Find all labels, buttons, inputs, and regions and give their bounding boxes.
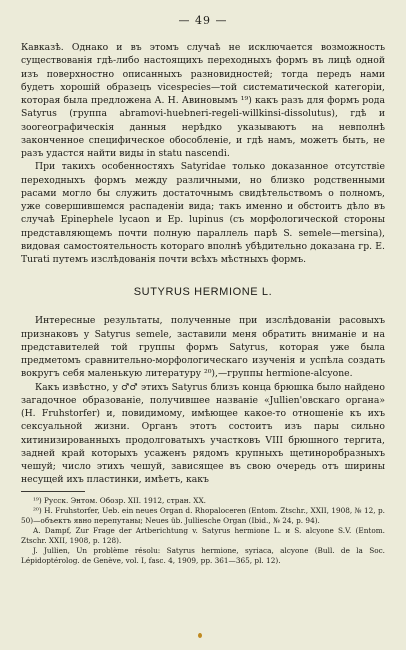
footnote: A. Dampf, Zur Frage der Artberichtung v. Satyrus hermione L. и S. alcyone S.V. (Entom. Ztschr. XXII, 1908, p. 128). — [21, 525, 385, 545]
paragraph: Какъ извѣстно, у ♂♂ этихъ Satyrus близъ конца брюшка было найдено загадочное образованіе, получившее названіе «Jullien'овскаго органа» (H. Fruhstorfer) и, повидимому, имѣющее какое-то отношеніе къ ихъ сексуальной жизни. Органъ этотъ состоитъ изъ пары сильно хитинизированныхъ продолговатыхъ участковъ VIII брюшного тергита, задней край которыхъ усаженъ рядомъ крупныхъ щетиноробразныхъ чешуй; число этихъ чешуй, зависящее въ свою очередь отъ ширины несущей ихъ пластинки, имѣетъ, какъ — [21, 381, 385, 486]
footnote: ¹⁹) Русск. Энтом. Обозр. XII. 1912, стран. XX. — [33, 495, 207, 505]
page-number: — 49 — — [178, 14, 228, 27]
footnote-divider — [21, 491, 85, 492]
paper-spot — [198, 633, 202, 638]
footnote: J. Jullien, Un problème résolu: Satyrus hermione, syriaca, alcyone (Bull. de la Soc. Lépidoptérolog. de Genève, vol. I, fasc. 4, 1909, pp. 361—365, pl. 12). — [21, 545, 385, 566]
section-text — [21, 314, 385, 486]
paragraph: При такихъ особенностяхъ Satyridae только доказанное отсутствіе переходныхъ формъ между различными, но близко родственными расами могло бы служить достаточнымъ свидѣтельствомъ о полномъ, уже совершившемся распаденіи вида; такъ именно и обстоитъ дѣло въ случаѣ Epinephele lycaon и Ep. lupinus (съ морфологической стороны представляющемъ почти полную параллель парѣ S. semele—mersina), видовая самостоятельность котораго вполнѣ убѣдительно доказана гр. Е. Turati путемъ изслѣдованія почти всѣхъ мѣстныхъ формъ. — [21, 161, 385, 265]
paragraph: Интересные результаты, полученные при изслѣдованіи расовыхъ признаковъ у Satyrus semele, заставили меня обратить вниманіе и на представителей той группы формъ Satyrus, которая уже была предметомъ сравнительно-морфологическаго изученія и успѣла создать вокругъ себя маленькую литературу ²⁰),—группы hermione-alcyone. — [21, 315, 385, 380]
paragraph: Кавказѣ. Однако и въ этомъ случаѣ не исключается возможность существованія гдѣ-либо настоящихъ переходныхъ формъ въ лицѣ одной изъ поверхностно описанныхъ разновидностей; тогда передъ нами будетъ хорошій образецъ vicespecies—той систематической категоріи, которая была предложена А. Н. Авиновымъ ¹⁹) какъ разъ для формъ рода Satyrus (группа abramovi-huebneri-regeli-willkinsi-dissolutus), гдѣ и зоогеографическія данныя нерѣдко указываютъ на невполнѣ законченное специфическое обособленіе, и гдѣ намъ, можетъ быть, не разъ удастся найти виды in statu nascendi. — [21, 42, 385, 159]
section-heading: SUTYRUS HERMIONE L. — [133, 286, 273, 299]
footnotes — [21, 496, 385, 567]
main-text — [21, 41, 385, 266]
footnote: ²⁰) H. Fruhstorfer, Ueb. ein neues Organ d. Rhopaloceren (Entom. Ztschr., XXII, 1908, № 12, p. 50)—объектъ явно перепутаны; Neues üb. Julliesche Organ (Ibid., № 24, p. 94). — [21, 505, 385, 525]
